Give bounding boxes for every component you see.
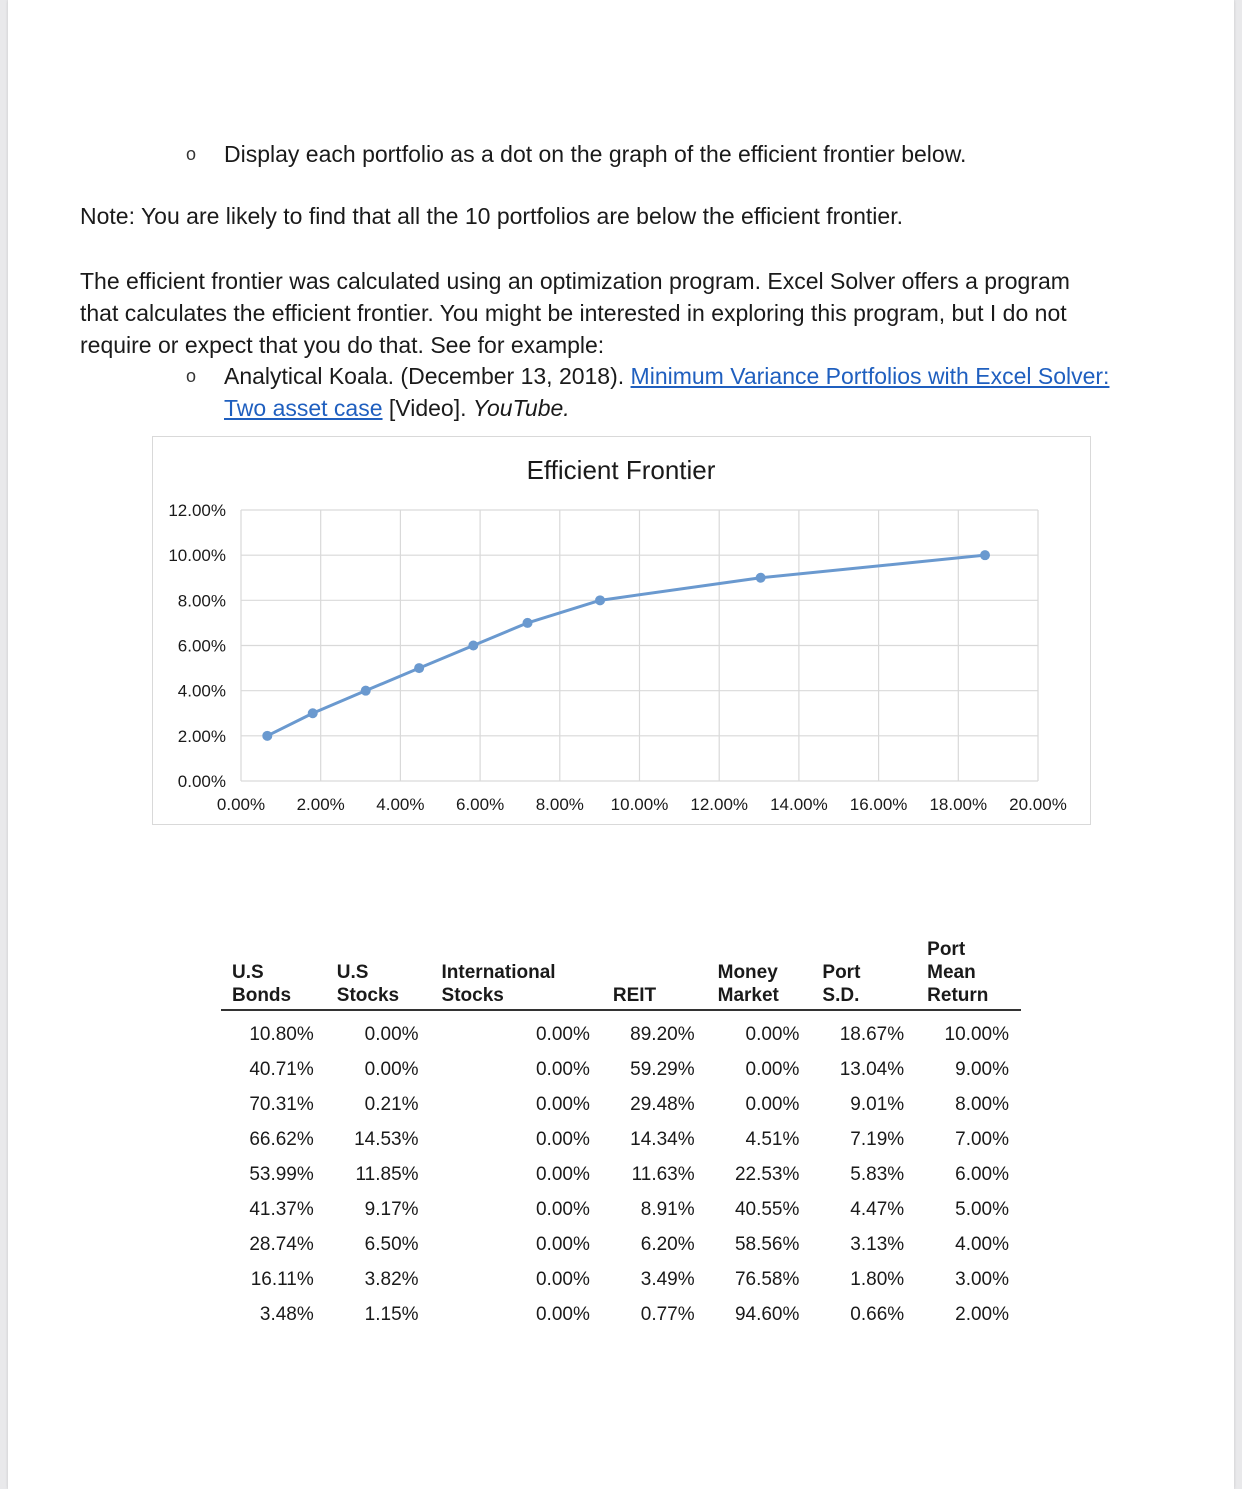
frontier-point (308, 708, 318, 718)
table-cell: 22.53% (734, 1164, 800, 1185)
column-header-line (232, 938, 326, 961)
table-cell: 5.83% (850, 1164, 905, 1185)
column-header-line: S.D. (822, 985, 860, 1006)
table-cell: 3.48% (259, 1304, 314, 1325)
table-cell: 70.31% (249, 1094, 314, 1115)
table-cell: 3.00% (955, 1269, 1009, 1290)
table-cell: 9.17% (364, 1199, 419, 1220)
column-header-line: Money (717, 962, 778, 983)
x-tick-label: 8.00% (535, 795, 584, 814)
column-header-line (337, 938, 431, 961)
table-cell: 0.00% (745, 1059, 800, 1080)
frontier-point (361, 686, 371, 696)
table-cell: 1.80% (850, 1269, 905, 1290)
table-cell: 0.00% (535, 1024, 590, 1045)
frontier-point (414, 663, 424, 673)
table-row (221, 1192, 1021, 1227)
reference-author: Analytical Koala. (December 13, 2018). (224, 363, 631, 389)
x-tick-label: 2.00% (296, 795, 345, 814)
table-cell: 41.37% (249, 1199, 314, 1220)
reference-line-1 (224, 360, 1109, 392)
table-cell: 66.62% (249, 1129, 314, 1150)
video-link-continued[interactable]: Two asset case (224, 395, 383, 421)
table-cell: 0.00% (535, 1304, 590, 1325)
column-header-line (718, 938, 812, 961)
y-tick-label: 2.00% (177, 726, 226, 746)
table-header-row (221, 938, 1021, 1010)
x-tick-label: 0.00% (216, 795, 266, 814)
column-header-line: REIT (612, 985, 657, 1006)
table-cell: 4.47% (850, 1199, 905, 1220)
table-cell: 89.20% (630, 1024, 695, 1045)
video-link[interactable]: Minimum Variance Portfolios with Excel Solver: (630, 363, 1110, 389)
table-cell: 0.77% (640, 1304, 695, 1325)
table-cell: 7.00% (955, 1129, 1009, 1150)
x-tick-label: 12.00% (690, 795, 749, 814)
table-cell: 18.67% (839, 1024, 905, 1045)
table-cell: 3.82% (364, 1269, 419, 1290)
frontier-point (756, 573, 766, 583)
table-cell: 0.00% (535, 1094, 590, 1115)
paragraph-line-1: The efficient frontier was calculated using an optimization program. Excel Solver offers a program (80, 268, 1070, 294)
table-cell: 16.11% (250, 1269, 314, 1290)
table-cell: 13.04% (839, 1059, 905, 1080)
table-cell: 0.00% (535, 1059, 590, 1080)
table-cell: 0.00% (364, 1059, 419, 1080)
table-row (221, 1227, 1021, 1262)
column-header-line (822, 938, 916, 961)
x-tick-label: 14.00% (770, 795, 828, 814)
table-cell: 1.15% (364, 1304, 419, 1325)
column-header (221, 938, 326, 1010)
y-tick-label: 8.00% (177, 591, 226, 611)
y-tick-label: 12.00% (168, 501, 226, 520)
x-tick-label: 18.00% (929, 795, 988, 814)
reference-bullet-marker: o (186, 366, 197, 386)
table-row (221, 1157, 1021, 1192)
column-header-line (442, 938, 602, 961)
column-header-line (613, 938, 707, 961)
column-header-line: U.S (232, 962, 264, 983)
table-body (221, 1010, 1021, 1332)
column-header-line: Mean (927, 962, 976, 983)
y-tick-label: 6.00% (177, 636, 226, 656)
table-cell: 0.00% (364, 1024, 419, 1045)
column-header-line: Return (927, 985, 989, 1006)
table-cell: 59.29% (630, 1059, 695, 1080)
column-header (602, 938, 707, 1010)
table-cell: 58.56% (734, 1234, 800, 1255)
table-cell: 3.13% (850, 1234, 905, 1255)
table-cell: 9.00% (955, 1059, 1009, 1080)
chart-gridlines (241, 510, 1038, 781)
table-cell: 53.99% (249, 1164, 314, 1185)
paragraph-line-3: require or expect that you do that. See for example: (80, 332, 605, 358)
table-cell: 0.00% (535, 1129, 590, 1150)
table-cell: 7.19% (850, 1129, 905, 1150)
table-cell: 0.00% (535, 1234, 590, 1255)
table-row (221, 1010, 1021, 1052)
table-cell: 0.00% (535, 1269, 590, 1290)
table-cell: 14.34% (630, 1129, 695, 1150)
table-cell: 94.60% (734, 1304, 800, 1325)
column-header-line (613, 961, 707, 984)
table-cell: 9.01% (850, 1094, 905, 1115)
table-row (221, 1052, 1021, 1087)
x-tick-label: 6.00% (455, 795, 505, 814)
column-header-line: U.S (336, 962, 369, 983)
table-row (221, 1087, 1021, 1122)
table-row (221, 1122, 1021, 1157)
column-header (916, 938, 1021, 1010)
frontier-point (468, 641, 478, 651)
column-header-line: Port (822, 962, 861, 983)
paragraph-line-2: that calculates the efficient frontier. You might be interested in exploring this program, but I do not (80, 300, 1067, 326)
bullet-marker: o (186, 144, 197, 164)
table-cell: 40.55% (734, 1199, 800, 1220)
y-tick-label: 0.00% (177, 772, 226, 791)
column-header-line: Market (717, 985, 779, 1006)
frontier-point (595, 595, 605, 605)
x-tick-label: 16.00% (849, 795, 908, 814)
table-cell: 10.00% (944, 1024, 1009, 1045)
table-cell: 29.48% (630, 1094, 695, 1115)
column-header-line: International (441, 962, 556, 983)
table-cell: 8.91% (640, 1199, 695, 1220)
column-header (326, 938, 431, 1010)
table-cell: 0.00% (745, 1094, 800, 1115)
chart-title: Efficient Frontier (526, 455, 716, 485)
column-header-line: Port (927, 939, 966, 960)
table-cell: 3.49% (640, 1269, 695, 1290)
table-cell: 0.21% (364, 1094, 419, 1115)
reference-suffix: [Video]. (382, 395, 473, 421)
table-cell: 0.66% (850, 1304, 905, 1325)
table-cell: 11.85% (355, 1164, 419, 1185)
column-header (811, 938, 916, 1010)
table-cell: 8.00% (955, 1094, 1009, 1115)
reference-source: YouTube. (472, 395, 570, 421)
table-cell: 6.00% (955, 1164, 1009, 1185)
table-cell: 2.00% (955, 1304, 1009, 1325)
y-tick-label: 10.00% (168, 546, 226, 566)
table-cell: 0.00% (745, 1024, 800, 1045)
chart-tick-labels (168, 501, 1067, 814)
frontier-point (980, 550, 990, 560)
table-cell: 4.51% (745, 1129, 800, 1150)
portfolio-table (221, 938, 1021, 1332)
column-header-line: Stocks (336, 985, 400, 1006)
table-cell: 0.00% (535, 1199, 590, 1220)
table-row (221, 1297, 1021, 1332)
efficient-frontier-chart (152, 436, 1091, 825)
bullet-display-portfolios: Display each portfolio as a dot on the graph of the efficient frontier below. (224, 141, 967, 167)
table-cell: 4.00% (955, 1234, 1009, 1255)
table-cell: 10.80% (249, 1024, 314, 1045)
table-cell: 6.50% (364, 1234, 419, 1255)
column-header (431, 938, 602, 1010)
table-cell: 76.58% (734, 1269, 800, 1290)
table-cell: 5.00% (955, 1199, 1009, 1220)
table-row (221, 1262, 1021, 1297)
chart-canvas (153, 437, 1090, 824)
y-tick-label: 4.00% (177, 681, 226, 701)
frontier-point (523, 618, 533, 628)
table-cell: 11.63% (631, 1164, 695, 1185)
table-cell: 6.20% (640, 1234, 695, 1255)
table-cell: 14.53% (354, 1129, 419, 1150)
x-tick-label: 4.00% (376, 795, 425, 814)
note-text: Note: You are likely to find that all the 10 portfolios are below the efficient frontier. (80, 203, 903, 229)
table-cell: 28.74% (249, 1234, 314, 1255)
x-tick-label: 20.00% (1009, 795, 1067, 814)
table-cell: 0.00% (535, 1164, 590, 1185)
column-header-line: Stocks (441, 985, 504, 1006)
table-cell: 40.71% (249, 1059, 314, 1080)
column-header (707, 938, 812, 1010)
x-tick-label: 10.00% (610, 795, 669, 814)
column-header-line: Bonds (232, 985, 292, 1006)
frontier-point (262, 731, 272, 741)
reference-line-2 (224, 392, 570, 424)
